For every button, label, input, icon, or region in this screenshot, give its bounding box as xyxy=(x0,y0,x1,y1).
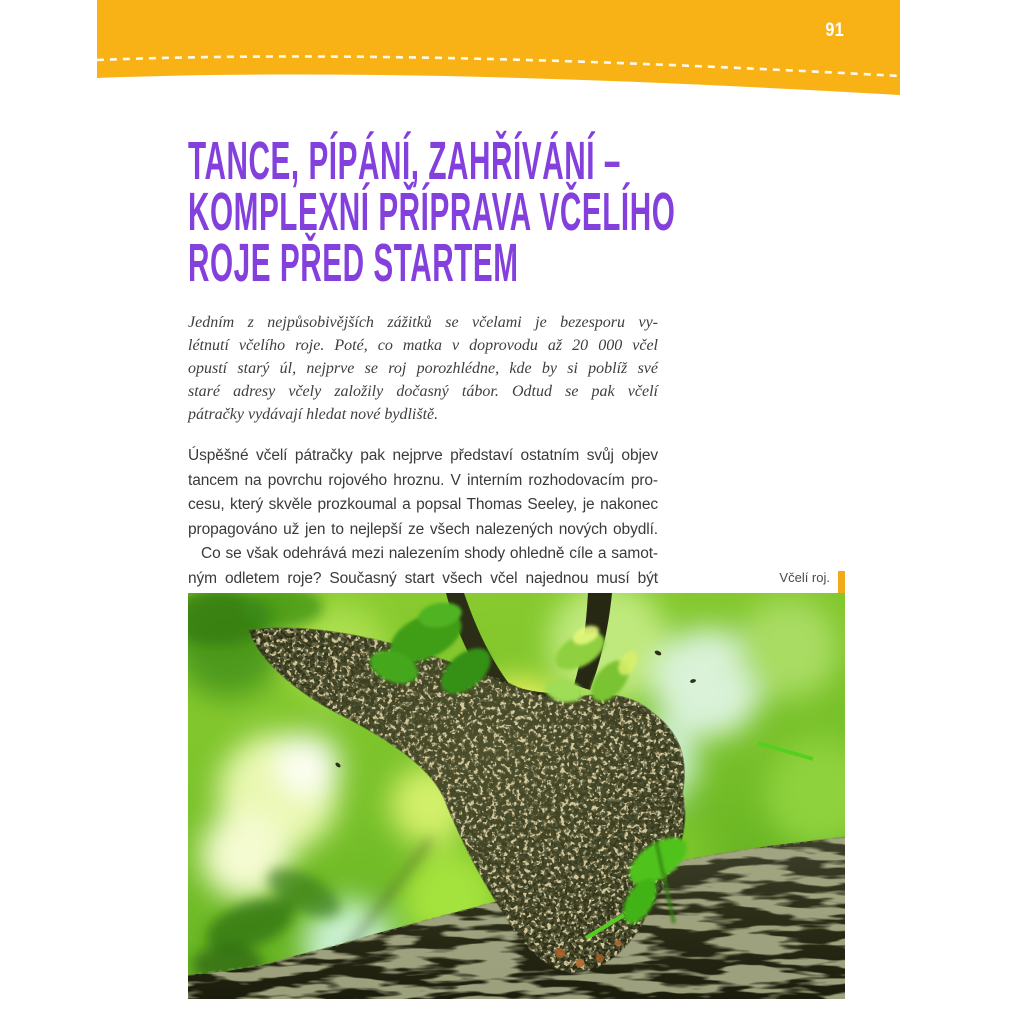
header-band xyxy=(97,0,900,110)
photo-caption: Včelí roj. xyxy=(779,570,830,585)
body-paragraph-1 xyxy=(188,444,658,542)
text-line: tancem na povrchu rojového hroznu. V interním rozhodovacím pro- xyxy=(188,471,658,489)
chapter-heading-line: TANCE, PÍPÁNÍ, ZAHŘÍVÁNÍ – xyxy=(188,131,621,191)
text-line: Jedním z nejpůsobivějších zážitků se včelami je bezesporu vy- xyxy=(188,314,658,331)
chapter-heading-line: ROJE PŘED STARTEM xyxy=(188,233,519,293)
text-line: Úspěšné včelí pátračky pak nejprve představí ostatním svůj objev xyxy=(188,447,658,464)
body-paragraph-2 xyxy=(188,542,658,591)
text-line: pátračky vydávají hledat nové bydliště. xyxy=(188,406,439,423)
intro-paragraph xyxy=(188,311,658,426)
text-line: opustí starý úl, nejprve se roj porozhlédne, kde by si poblíž své xyxy=(188,360,658,377)
text-line: ným odletem roje? Současný start všech včel najednou musí být xyxy=(188,569,658,587)
chapter-heading xyxy=(188,131,683,293)
bee-swarm-illustration xyxy=(188,593,845,999)
text-line: Co se však odehrává mezi nalezením shody ohledně cíle a samot- xyxy=(201,545,658,562)
text-line: propagováno už jen to nejlepší ze všech nalezených nových obydlí. xyxy=(188,520,658,538)
text-line: staré adresy včely založily dočasný tábor. Odtud se pak včelí xyxy=(188,383,658,400)
text-line: létnutí včelího roje. Poté, co matka v doprovodu až 20 000 včel xyxy=(188,337,658,354)
text-line: cesu, který skvěle prozkoumal a popsal Thomas Seeley, je nakonec xyxy=(188,496,658,514)
bee-swarm-photo xyxy=(188,593,845,999)
header-band-shape xyxy=(97,0,900,110)
page-number: 91 xyxy=(825,20,844,41)
chapter-heading-line: KOMPLEXNÍ PŘÍPRAVA VČELÍHO xyxy=(188,182,676,242)
